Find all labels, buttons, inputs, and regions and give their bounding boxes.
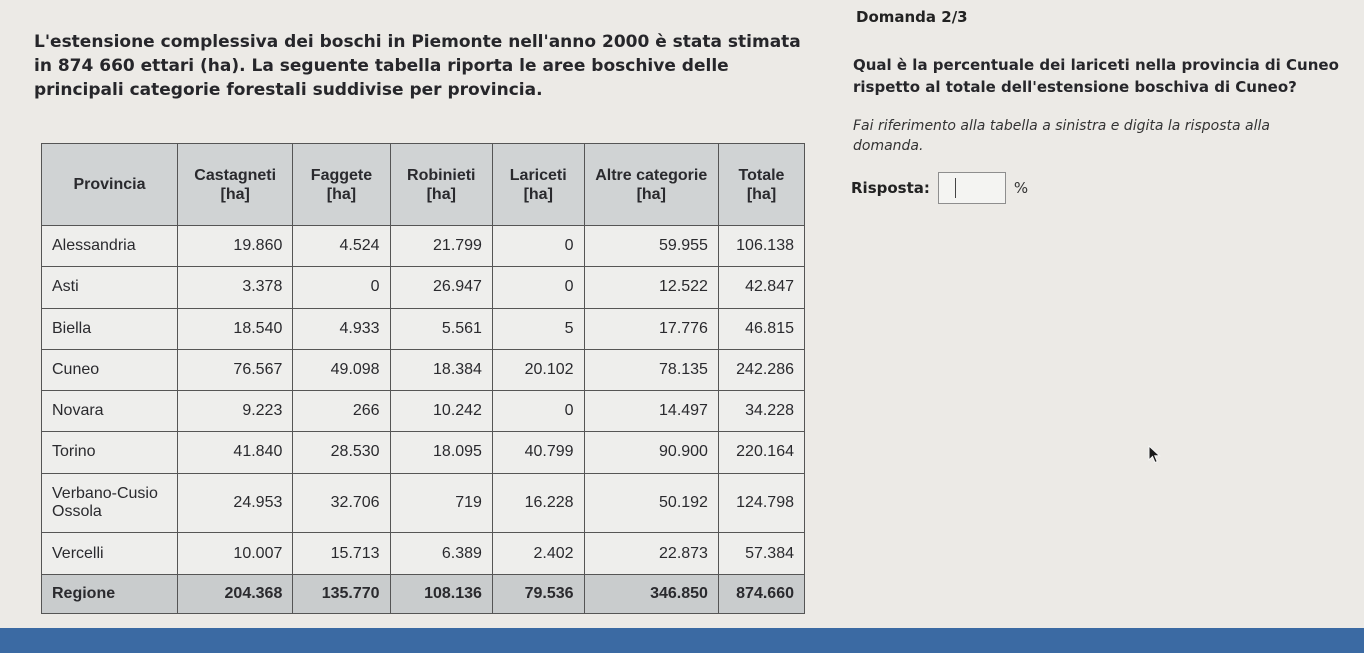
province-cell: Verbano-Cusio Ossola <box>42 473 178 533</box>
value-cell: 12.522 <box>584 267 718 308</box>
province-cell: Cuneo <box>42 349 178 390</box>
mouse-pointer-icon <box>1148 445 1164 465</box>
value-cell: 19.860 <box>178 226 293 267</box>
value-cell: 10.242 <box>390 391 492 432</box>
province-cell: Biella <box>42 308 178 349</box>
total-cell: 46.815 <box>718 308 804 349</box>
province-cell: Regione <box>42 574 178 613</box>
answer-label: Risposta: <box>851 179 930 197</box>
value-cell: 20.102 <box>492 349 584 390</box>
question-counter: Domanda 2/3 <box>856 8 968 26</box>
question-instruction: Fai riferimento alla tabella a sinistra e digita la risposta alla domanda. <box>853 118 1270 154</box>
value-cell: 0 <box>492 226 584 267</box>
bottom-navigation-bar[interactable] <box>0 628 1364 653</box>
value-cell: 26.947 <box>390 267 492 308</box>
value-cell: 28.530 <box>293 432 390 473</box>
value-cell: 15.713 <box>293 533 390 574</box>
value-cell: 76.567 <box>178 349 293 390</box>
value-cell: 5 <box>492 308 584 349</box>
column-header: Castagneti [ha] <box>178 144 293 226</box>
column-header: Provincia <box>42 144 178 226</box>
table-row <box>42 432 805 473</box>
province-cell: Novara <box>42 391 178 432</box>
answer-input[interactable] <box>938 172 1006 204</box>
column-header: Robinieti [ha] <box>390 144 492 226</box>
table-row <box>42 349 805 390</box>
province-cell: Vercelli <box>42 533 178 574</box>
column-header: Altre categorie [ha] <box>584 144 718 226</box>
value-cell: 22.873 <box>584 533 718 574</box>
value-cell: 41.840 <box>178 432 293 473</box>
total-cell: 124.798 <box>718 473 804 533</box>
column-header: Faggete [ha] <box>293 144 390 226</box>
value-cell: 9.223 <box>178 391 293 432</box>
value-cell: 78.135 <box>584 349 718 390</box>
value-cell: 346.850 <box>584 574 718 613</box>
table-row <box>42 308 805 349</box>
total-cell: 220.164 <box>718 432 804 473</box>
value-cell: 50.192 <box>584 473 718 533</box>
value-cell: 18.384 <box>390 349 492 390</box>
value-cell: 108.136 <box>390 574 492 613</box>
total-cell: 42.847 <box>718 267 804 308</box>
value-cell: 90.900 <box>584 432 718 473</box>
value-cell: 59.955 <box>584 226 718 267</box>
value-cell: 0 <box>293 267 390 308</box>
value-cell: 16.228 <box>492 473 584 533</box>
value-cell: 204.368 <box>178 574 293 613</box>
value-cell: 3.378 <box>178 267 293 308</box>
total-cell: 242.286 <box>718 349 804 390</box>
column-header: Lariceti [ha] <box>492 144 584 226</box>
question-text: Qual è la percentuale dei lariceti nella provincia di Cuneo rispetto al totale dell'estensione boschiva di Cuneo? <box>853 56 1339 96</box>
forest-area-table <box>41 143 805 614</box>
percent-unit: % <box>1013 179 1029 197</box>
forest-table-container <box>41 143 805 614</box>
value-cell: 0 <box>492 267 584 308</box>
value-cell: 18.540 <box>178 308 293 349</box>
answer-row <box>851 172 1028 204</box>
value-cell: 4.933 <box>293 308 390 349</box>
value-cell: 40.799 <box>492 432 584 473</box>
value-cell: 32.706 <box>293 473 390 533</box>
province-cell: Asti <box>42 267 178 308</box>
total-cell: 34.228 <box>718 391 804 432</box>
table-row <box>42 533 805 574</box>
value-cell: 18.095 <box>390 432 492 473</box>
total-cell: 874.660 <box>718 574 804 613</box>
value-cell: 10.007 <box>178 533 293 574</box>
value-cell: 719 <box>390 473 492 533</box>
table-row <box>42 473 805 533</box>
province-cell: Torino <box>42 432 178 473</box>
value-cell: 6.389 <box>390 533 492 574</box>
value-cell: 24.953 <box>178 473 293 533</box>
province-cell: Alessandria <box>42 226 178 267</box>
value-cell: 14.497 <box>584 391 718 432</box>
table-row <box>42 267 805 308</box>
value-cell: 135.770 <box>293 574 390 613</box>
value-cell: 2.402 <box>492 533 584 574</box>
table-header-row <box>42 144 805 226</box>
value-cell: 266 <box>293 391 390 432</box>
total-cell: 57.384 <box>718 533 804 574</box>
value-cell: 79.536 <box>492 574 584 613</box>
column-header: Totale [ha] <box>718 144 804 226</box>
value-cell: 4.524 <box>293 226 390 267</box>
intro-text: L'estensione complessiva dei boschi in Piemonte nell'anno 2000 è stata stimata in 874 660 ettari (ha). La seguente tabella riporta le aree boschive delle principali categorie forestali suddivise per provincia. <box>34 32 801 100</box>
region-total-row <box>42 574 805 613</box>
text-caret <box>955 178 957 198</box>
value-cell: 0 <box>492 391 584 432</box>
value-cell: 21.799 <box>390 226 492 267</box>
table-row <box>42 226 805 267</box>
value-cell: 5.561 <box>390 308 492 349</box>
table-row <box>42 391 805 432</box>
total-cell: 106.138 <box>718 226 804 267</box>
value-cell: 49.098 <box>293 349 390 390</box>
value-cell: 17.776 <box>584 308 718 349</box>
